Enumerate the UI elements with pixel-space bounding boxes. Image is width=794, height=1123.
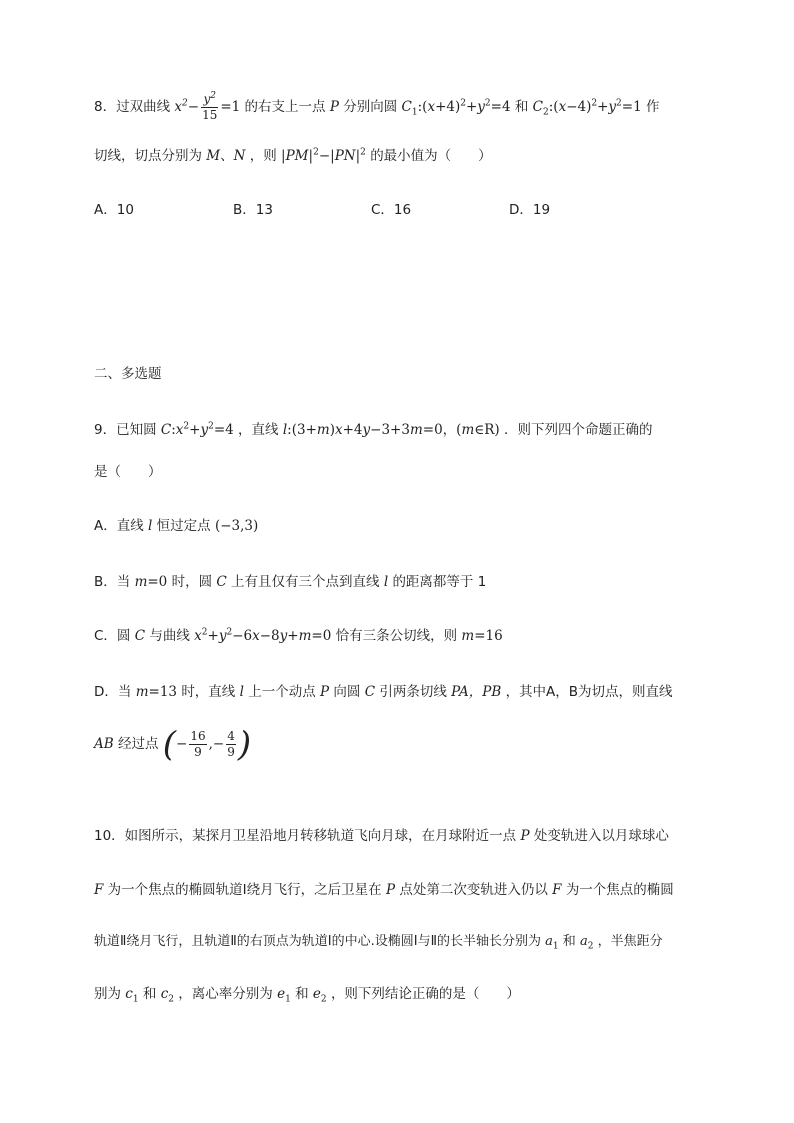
q9-line2: 是（ ） <box>94 464 162 480</box>
q8-text: 作 <box>645 99 660 115</box>
q9-option-d[interactable] <box>94 682 673 702</box>
q9-text: 与曲线 <box>149 628 190 644</box>
q9-text: C．圆 <box>94 628 131 644</box>
m-value: m=16 <box>461 628 503 644</box>
q10-line2 <box>94 880 674 900</box>
circle-c1-equation: $C_1:(x+4)^2+y^2=4$ <box>401 98 511 118</box>
q9-text: 恒过定点 <box>156 518 211 534</box>
q8-text: 、 <box>220 148 234 164</box>
circle-c: C <box>134 628 146 644</box>
distance-expression: $|PM|^2-|PN|^2$ <box>281 147 366 164</box>
q10-text: 点处第二次变轨进入仍以 <box>399 882 548 898</box>
q9-text: 时，圆 <box>171 574 213 590</box>
q8-text: 分别向圆 <box>343 99 398 115</box>
curve-equation: $x^2+y^2-6x-8y+m=0$ <box>194 627 332 644</box>
q9-option-d-line2 <box>94 724 251 764</box>
point-f: F <box>94 882 104 898</box>
q8-text: ，则 <box>249 148 277 164</box>
q9-option-a[interactable] <box>94 516 258 536</box>
q8-option-d[interactable]: D．19 <box>509 202 551 218</box>
q9-option-c[interactable] <box>94 626 503 646</box>
q10-text: ，离心率分别为 <box>178 986 273 1002</box>
q10-line1 <box>94 826 669 846</box>
q10-text: 处变轨进入以月球球心 <box>533 828 669 844</box>
q10-text: 10．如图所示，某探月卫星沿地月转移轨道飞向月球，在月球附近一点 <box>94 828 517 844</box>
line-l-equation: l:(3+m)x+4y−3+3m=0，(m∈R) <box>282 422 500 438</box>
point-p: P <box>329 99 339 115</box>
q8-text: 的右支上一点 <box>244 99 326 115</box>
circle-c2-equation: $C_2:(x-4)^2+y^2=1$ <box>532 98 642 118</box>
var-c1: $c_1$ <box>125 986 139 1005</box>
q10-line4 <box>94 984 520 1004</box>
circle-c: C <box>364 684 376 700</box>
q9-text: D．当 <box>94 684 132 700</box>
line-l: l <box>383 574 389 590</box>
q8-text: 切线，切点分别为 <box>94 148 202 164</box>
q9-text: 上有且仅有三个点到直线 <box>231 574 380 590</box>
hyperbola-equation: $x^2-$ $\frac{y^2}{15}$ =1 <box>174 91 241 122</box>
m-value: m=0 <box>134 574 168 590</box>
q9-option-b[interactable] <box>94 572 486 592</box>
q9-text: 引两条切线 <box>379 684 447 700</box>
q10-text: ，则下列结论正确的是（ ） <box>330 986 520 1002</box>
q8-option-c[interactable]: C．16 <box>371 202 412 218</box>
q8-text: 的最小值为（ ） <box>370 148 492 164</box>
circle-c: C <box>216 574 227 590</box>
q10-text: 为一个焦点的椭圆轨道Ⅰ绕月飞行，之后卫星在 <box>107 882 382 898</box>
line-l: l <box>148 518 153 534</box>
q10-text: 为一个焦点的椭圆 <box>565 882 674 898</box>
section-title: 二、多选题 <box>94 366 162 382</box>
circle-c-equation: $C:x^2+y^2=4$ <box>160 421 234 438</box>
fixed-point: (−3,3) <box>214 518 259 534</box>
q10-text: 和 <box>562 934 576 949</box>
q8-options <box>94 200 714 220</box>
q9-text: 9．已知圆 <box>94 422 157 438</box>
point-p: P <box>320 684 330 700</box>
q8-text: 8．过双曲线 <box>94 99 171 115</box>
var-a1: $a_1$ <box>545 934 559 952</box>
q9-text: ，直线 <box>238 422 279 438</box>
q8-text: 和 <box>514 99 529 115</box>
q10-text: 和 <box>295 986 309 1002</box>
q9-text: 经过点 <box>117 736 159 752</box>
q10-text: 和 <box>142 986 157 1002</box>
var-e2: $e_2$ <box>312 986 327 1005</box>
q9-text: ．则下列四个命题正确的 <box>504 422 653 438</box>
q9-text: 上一个动点 <box>248 684 316 700</box>
tangent-lines: PA，PB <box>451 684 502 700</box>
point-n: N <box>233 148 246 164</box>
point-m: M <box>206 148 221 164</box>
line-l: l <box>239 684 244 700</box>
q10-text: ，半焦距分 <box>597 934 663 949</box>
q10-text: 别为 <box>94 986 121 1002</box>
q8-option-a[interactable]: A．10 <box>94 202 134 218</box>
point-f: F <box>552 882 562 898</box>
q8-line2 <box>94 146 492 166</box>
q9-text: 向圆 <box>333 684 361 700</box>
point-p: P <box>520 828 530 844</box>
q10-text: 轨道Ⅱ绕月飞行，且轨道Ⅱ的右顶点为轨道Ⅰ的中心.设椭圆Ⅰ与Ⅱ的长半轴长分别为 <box>94 934 541 949</box>
q10-line3 <box>94 932 663 952</box>
var-e1: $e_1$ <box>277 986 291 1005</box>
q9-text: 的距离都等于 1 <box>392 574 487 590</box>
q9-text: 恰有三条公切线，则 <box>335 628 458 644</box>
m-value: m=13 <box>135 684 178 700</box>
q9-text: ，其中A，B为切点，则直线 <box>505 684 673 700</box>
q9-line1 <box>94 420 653 440</box>
q9-text: A．直线 <box>94 518 144 534</box>
var-c2: $c_2$ <box>160 986 174 1005</box>
q8-line1 <box>94 92 659 123</box>
point-p: P <box>385 882 396 898</box>
point-coordinates: (− $\frac{16}{9}$ ,− $\frac{4}{9}$ ) <box>162 724 252 765</box>
var-a2: $a_2$ <box>579 934 594 952</box>
q9-text: 时，直线 <box>181 684 236 700</box>
q9-text: B．当 <box>94 574 131 590</box>
q8-option-b[interactable]: B．13 <box>233 202 273 218</box>
line-ab: AB <box>94 736 114 752</box>
